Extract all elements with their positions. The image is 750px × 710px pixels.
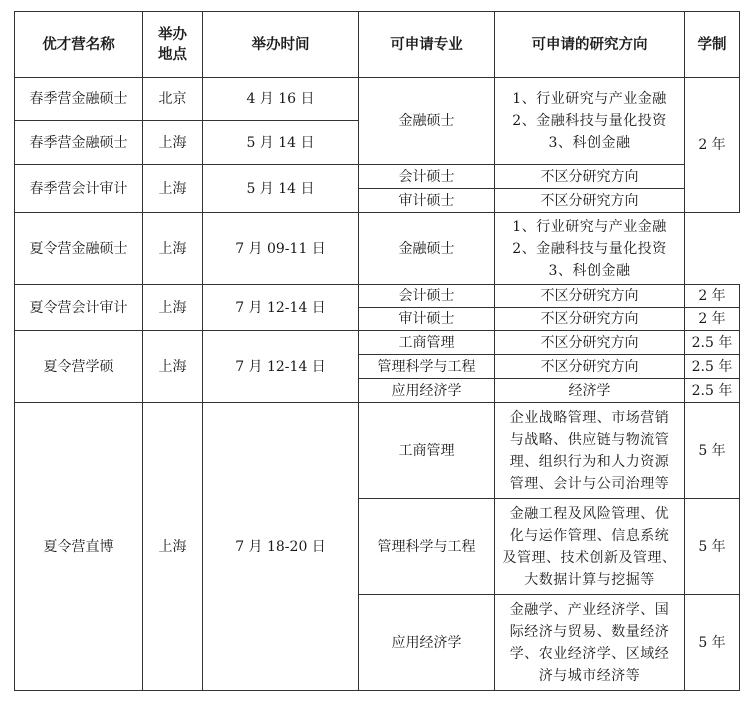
major: 审计硕士 xyxy=(359,308,495,331)
duration: 2 年 xyxy=(685,78,740,213)
direction-list xyxy=(495,213,685,285)
camp-name: 春季营金融硕士 xyxy=(15,78,143,121)
duration: 2.5 年 xyxy=(685,355,740,379)
location: 上海 xyxy=(143,213,203,285)
header-location xyxy=(143,12,203,78)
duration: 2 年 xyxy=(685,308,740,331)
duration: 5 年 xyxy=(685,499,740,595)
header-direction: 可申请的研究方向 xyxy=(495,12,685,78)
major: 审计硕士 xyxy=(359,189,495,213)
direction-line: 3、科创金融 xyxy=(548,135,631,151)
direction-line: 及管理、技术创新及管理、 xyxy=(502,549,677,566)
table-row xyxy=(15,213,740,285)
direction-line: 3、科创金融 xyxy=(548,262,631,279)
time: 7 月 18-20 日 xyxy=(203,403,359,691)
major: 工商管理 xyxy=(359,331,495,355)
direction: 不区分研究方向 xyxy=(495,189,685,213)
camp-name: 夏令营金融硕士 xyxy=(15,213,143,285)
direction-list xyxy=(495,595,685,691)
direction-line: 2、金融科技与量化投资 xyxy=(512,113,667,129)
major: 工商管理 xyxy=(359,403,495,499)
location: 上海 xyxy=(143,121,203,165)
location: 上海 xyxy=(143,285,203,331)
table-row xyxy=(15,331,740,355)
direction-line: 1、行业研究与产业金融 xyxy=(512,91,667,107)
major: 会计硕士 xyxy=(359,165,495,189)
duration: 2.5 年 xyxy=(685,379,740,403)
direction: 不区分研究方向 xyxy=(495,355,685,379)
header-row xyxy=(15,12,740,78)
direction: 不区分研究方向 xyxy=(495,165,685,189)
camp-table xyxy=(14,11,740,691)
major: 金融硕士 xyxy=(359,78,495,165)
direction-line: 与战略、供应链与物流管 xyxy=(509,431,670,448)
camp-name: 春季营会计审计 xyxy=(15,165,143,213)
major: 金融硕士 xyxy=(359,213,495,285)
direction-list xyxy=(495,499,685,595)
direction-list xyxy=(495,78,685,165)
direction: 不区分研究方向 xyxy=(495,331,685,355)
table-row xyxy=(15,78,740,121)
location: 北京 xyxy=(143,78,203,121)
major: 管理科学与工程 xyxy=(359,499,495,595)
direction-line: 企业战略管理、市场营销 xyxy=(509,409,670,426)
header-camp-name: 优才营名称 xyxy=(15,12,143,78)
major: 管理科学与工程 xyxy=(359,355,495,379)
direction: 不区分研究方向 xyxy=(495,285,685,308)
direction-line: 大数据计算与挖掘等 xyxy=(524,571,655,588)
camp-name: 春季营金融硕士 xyxy=(15,121,143,165)
direction-line: 学、农业经济学、区域经 xyxy=(509,645,670,662)
location: 上海 xyxy=(143,165,203,213)
direction-line: 金融工程及风险管理、优 xyxy=(509,505,670,522)
direction-line: 化与运作管理、信息系统 xyxy=(509,527,670,544)
header-duration: 学制 xyxy=(685,12,740,78)
time: 5 月 14 日 xyxy=(203,121,359,165)
major: 会计硕士 xyxy=(359,285,495,308)
duration: 2.5 年 xyxy=(685,331,740,355)
camp-name: 夏令营学硕 xyxy=(15,331,143,403)
direction-line: 济与城市经济等 xyxy=(538,667,641,684)
time: 4 月 16 日 xyxy=(203,78,359,121)
direction-list xyxy=(495,403,685,499)
header-time: 举办时间 xyxy=(203,12,359,78)
direction: 不区分研究方向 xyxy=(495,308,685,331)
major: 应用经济学 xyxy=(359,595,495,691)
time: 7 月 12-14 日 xyxy=(203,285,359,331)
camp-name: 夏令营会计审计 xyxy=(15,285,143,331)
table-row xyxy=(15,285,740,308)
time: 5 月 14 日 xyxy=(203,165,359,213)
direction: 经济学 xyxy=(495,379,685,403)
major: 应用经济学 xyxy=(359,379,495,403)
direction-line: 2、金融科技与量化投资 xyxy=(512,240,667,257)
direction-line: 管理、会计与公司治理等 xyxy=(509,475,670,492)
duration: 5 年 xyxy=(685,403,740,499)
header-location-text: 举办地点 xyxy=(158,26,187,63)
header-major: 可申请专业 xyxy=(359,12,495,78)
direction-line: 金融学、产业经济学、国 xyxy=(509,601,670,618)
camp-name: 夏令营直博 xyxy=(15,403,143,691)
time: 7 月 09-11 日 xyxy=(203,213,359,285)
table-row xyxy=(15,403,740,499)
time: 7 月 12-14 日 xyxy=(203,331,359,403)
location: 上海 xyxy=(143,403,203,691)
duration: 5 年 xyxy=(685,595,740,691)
direction-line: 际经济与贸易、数量经济 xyxy=(509,623,670,640)
duration: 2 年 xyxy=(685,285,740,308)
table-row xyxy=(15,165,740,189)
location: 上海 xyxy=(143,331,203,403)
direction-line: 理、组织行为和人力资源 xyxy=(509,453,670,470)
direction-line: 1、行业研究与产业金融 xyxy=(512,218,667,235)
